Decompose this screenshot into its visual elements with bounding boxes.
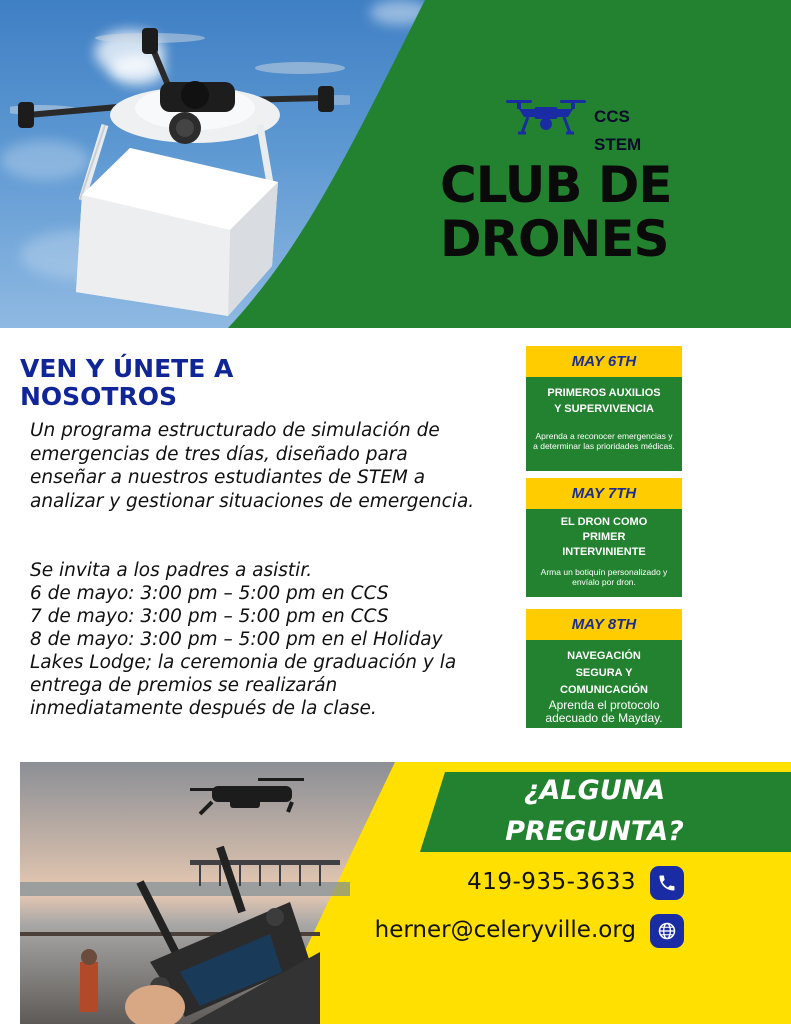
card-title-line: PRIMEROS AUXILIOS: [547, 387, 661, 399]
card-title: [532, 648, 676, 699]
card-body: [526, 377, 682, 471]
card-title: [532, 515, 676, 560]
card-title-line: COMUNICACIÓN: [560, 684, 648, 696]
question-line-1: ¿ALGUNA: [523, 775, 666, 806]
join-us-heading: [20, 355, 320, 411]
card-body: [526, 640, 682, 728]
phone-number[interactable]: 419-935-3633: [467, 869, 636, 895]
card-title-line: NAVEGACIÓN: [567, 650, 641, 662]
card-title-line: INTERVINIENTE: [562, 546, 646, 558]
date-line-1: 6 de mayo: 3:00 pm – 5:00 pm en CCS: [30, 583, 389, 604]
email-address[interactable]: herner@celeryville.org: [374, 917, 636, 943]
program-description: Un programa estructurado de simulación de emergencias de tres días, diseñado para enseñar a nuestros estudiantes de STEM a analizar y gestionar situaciones de emergencia.: [30, 420, 475, 512]
card-title-line: PRIMER: [582, 531, 626, 543]
date-line-2: 7 de mayo: 3:00 pm – 5:00 pm en CCS: [30, 606, 389, 627]
schedule-card-day-1: [526, 346, 682, 471]
card-title: [532, 385, 676, 417]
logo-line-stem: STEM: [594, 135, 642, 154]
question-heading: [472, 770, 717, 852]
heading-line-2: NOSOTROS: [20, 382, 177, 411]
card-date: MAY 8TH: [526, 609, 682, 640]
delivery-drone-image: [10, 20, 350, 320]
parents-invite-line: Se invita a los padres a asistir.: [30, 560, 313, 581]
card-date: MAY 6TH: [526, 346, 682, 377]
card-description: Arma un botiquín personalizado y envíalo por dron.: [540, 567, 668, 587]
title-line-2: DRONES: [440, 210, 669, 268]
parents-invitation: [30, 559, 480, 720]
card-title-line: EL DRON COMO: [560, 516, 648, 528]
card-date: MAY 7TH: [526, 478, 682, 509]
page-title: [440, 158, 780, 266]
schedule-card-day-2: [526, 478, 682, 597]
title-line-1: CLUB DE: [440, 156, 672, 214]
card-body: [526, 509, 682, 597]
date-line-3: 8 de mayo: 3:00 pm – 5:00 pm en el Holiday Lakes Lodge; la ceremonia de graduación y la entrega de premios se realizarán inmediatamente después de la clase.: [30, 629, 457, 719]
schedule-card-day-3: [526, 609, 682, 728]
globe-icon[interactable]: [650, 914, 684, 948]
phone-icon[interactable]: [650, 866, 684, 900]
question-line-2: PREGUNTA?: [505, 816, 684, 847]
logo-text: [594, 103, 641, 159]
card-description: Aprenda el protocolo adecuado de Mayday.: [545, 698, 663, 725]
drone-icon: [506, 97, 586, 139]
card-title-line: SEGURA Y: [575, 667, 633, 679]
card-description: Aprenda a reconocer emergencias y a determinar las prioridades médicas.: [533, 431, 675, 451]
heading-line-1: VEN Y ÚNETE A: [20, 354, 234, 383]
card-title-line: Y SUPERVIVENCIA: [554, 403, 654, 415]
header-banner: [0, 0, 791, 328]
logo-line-ccs: CCS: [594, 107, 630, 126]
